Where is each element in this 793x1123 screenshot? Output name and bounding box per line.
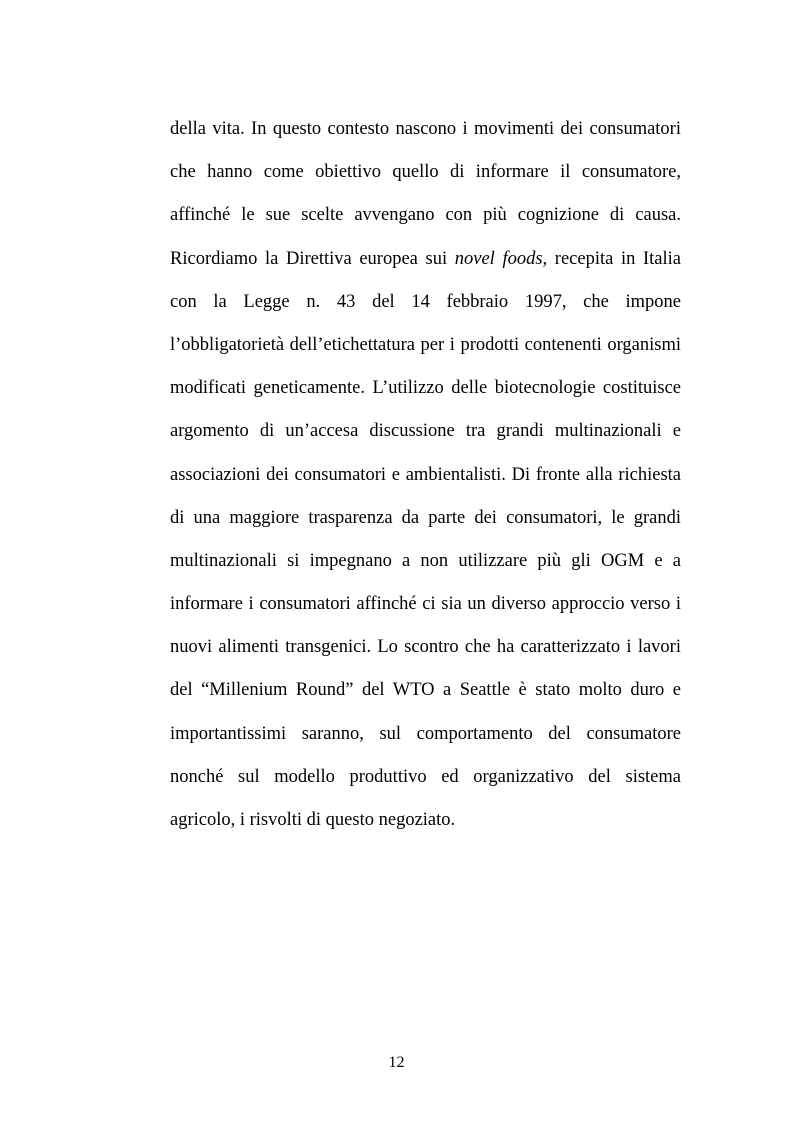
text-line: associazioni dei consumatori e ambientalisti. Di fronte alla richiesta <box>170 464 681 485</box>
text-line: con la Legge n. 43 del 14 febbraio 1997, che impone <box>170 291 681 312</box>
text-line: l’obbligatorietà dell’etichettatura per i prodotti contenenti organismi <box>170 334 681 355</box>
text-line: del “Millenium Round” del WTO a Seattle è stato molto duro e <box>170 680 681 701</box>
italic-term: novel foods, <box>454 248 548 269</box>
text-line: che hanno come obiettivo quello di informare il consumatore, <box>170 162 681 183</box>
text-line: modificati geneticamente. L’utilizzo delle biotecnologie costituisce <box>170 378 681 399</box>
text-line: argomento di un’accesa discussione tra grandi multinazionali e <box>170 421 681 442</box>
text-line: importantissimi saranno, sul comportamento del consumatore <box>170 723 681 744</box>
text-run: Ricordiamo la Direttiva europea sui <box>170 248 455 269</box>
body-paragraph <box>170 108 681 842</box>
text-line: di una maggiore trasparenza da parte dei consumatori, le grandi <box>170 507 681 528</box>
text-line: nonché sul modello produttivo ed organizzativo del sistema <box>170 766 681 787</box>
text-line: nuovi alimenti transgenici. Lo scontro che ha caratterizzato i lavori <box>170 637 681 658</box>
page-number: 12 <box>388 1054 405 1071</box>
text-line-last: agricolo, i risvolti di questo negoziato. <box>170 810 456 830</box>
text-line: della vita. In questo contesto nascono i movimenti dei consumatori <box>170 119 681 139</box>
text-line: informare i consumatori affinché ci sia un diverso approccio verso i <box>170 594 681 615</box>
text-run: recepita in Italia <box>547 248 681 269</box>
text-line <box>170 238 681 281</box>
text-line: multinazionali si impegnano a non utilizzare più gli OGM e a <box>170 550 681 571</box>
text-line: affinché le sue scelte avvengano con più cognizione di causa. <box>170 205 681 226</box>
